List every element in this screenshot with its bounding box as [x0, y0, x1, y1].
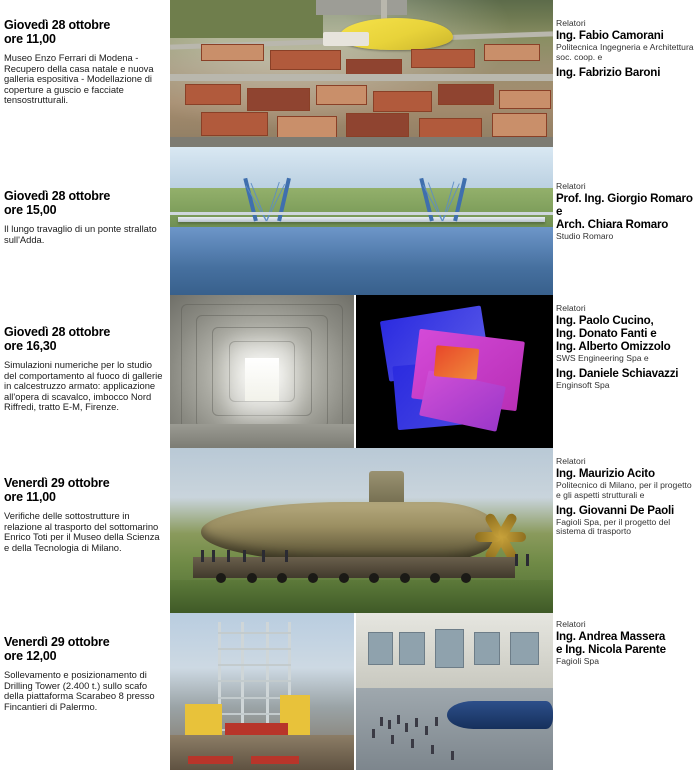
speaker-affiliation: Politecnico di Milano, per il progetto e gli aspetti strutturali e	[556, 480, 692, 500]
session-date-line2: ore 11,00	[4, 32, 56, 46]
aerial-view-museum-site	[170, 0, 553, 147]
fem-stress-plot	[356, 295, 553, 448]
submarine-enrico-toti-transport	[170, 448, 553, 613]
session-date	[4, 476, 164, 504]
speaker-name: Ing. Maurizio Acito	[556, 467, 655, 480]
row-image-area	[170, 147, 553, 295]
program-row	[0, 147, 700, 295]
row-image-area	[170, 448, 553, 613]
submarine-at-quay	[356, 613, 553, 770]
session-date	[4, 325, 164, 353]
speaker-name: Arch. Chiara Romaro	[556, 218, 669, 231]
row-right-column	[556, 18, 700, 79]
speakers-label: Relatori	[556, 18, 586, 28]
row-left-column	[0, 635, 170, 712]
speaker-name: Ing. Andrea Massera	[556, 630, 666, 643]
row-right-column	[556, 303, 700, 394]
speaker-name: Ing. Giovanni De Paoli	[556, 503, 674, 517]
program-row	[0, 0, 700, 147]
speaker-name: Ing. Fabio Camorani	[556, 29, 664, 42]
session-description: Il lungo travaglio di un ponte strallato sull'Adda.	[4, 223, 157, 245]
speaker-name: Ing. Daniele Schiavazzi	[556, 366, 679, 380]
speaker-name: Ing. Fabrizio Baroni	[556, 65, 661, 79]
speaker-name: Ing. Paolo Cucino,	[556, 314, 654, 327]
session-date	[4, 18, 164, 46]
speaker-affiliation: Politecnica Ingegneria e Architettura soc. coop. e	[556, 42, 694, 62]
session-date-line2: ore 12,00	[4, 649, 57, 663]
row-left-column	[0, 325, 170, 413]
row-left-column	[0, 189, 170, 245]
session-date-line1: Giovedì 28 ottobre	[4, 189, 111, 203]
row-left-column	[0, 18, 170, 106]
session-date-line1: Giovedì 28 ottobre	[4, 18, 111, 32]
session-description: Sollevamento e posizionamento di Drilling Tower (2.400 t.) sullo scafo della piattaforma Scarabeo 8 presso Fincantieri di Palermo.	[4, 669, 155, 712]
session-date-line1: Venerdì 29 ottobre	[4, 635, 110, 649]
session-date-line1: Giovedì 28 ottobre	[4, 325, 111, 339]
row-left-column	[0, 476, 170, 553]
session-date-line2: ore 16,30	[4, 339, 57, 353]
row-right-column	[556, 619, 700, 670]
speaker-name: Ing. Alberto Omizzolo	[556, 340, 671, 353]
session-date-line1: Venerdì 29 ottobre	[4, 476, 110, 490]
speaker-affiliation: Enginsoft Spa	[556, 379, 610, 390]
program-row	[0, 295, 700, 448]
session-date-line2: ore 11,00	[4, 490, 56, 504]
session-description: Museo Enzo Ferrari di Modena - Recupero della casa natale e nuova galleria espositiva - Modellazione di coperture a guscio e facciate tensostrutturali.	[4, 52, 154, 106]
session-date	[4, 635, 164, 663]
row-image-area	[170, 613, 553, 770]
cable-stayed-bridge-over-river	[170, 147, 553, 295]
session-description: Verifiche delle sottostrutture in relazione al trasporto del sottomarino Enrico Toti per il Museo della Scienza e della Tecnologia di Milano.	[4, 510, 160, 553]
tunnel-interior-photo	[170, 295, 354, 448]
speakers-label: Relatori	[556, 619, 586, 629]
session-description: Simulazioni numeriche per lo studio del comportamento al fuoco di gallerie in calcestruzzo armato: applicazione all'opera di scavalco, imbocco Nord Riffredi, tratto E-M, Firenze.	[4, 359, 163, 413]
speaker-name: Prof. Ing. Giorgio Romaro e	[556, 192, 693, 218]
program-row	[0, 448, 700, 613]
speaker-name: e Ing. Nicola Parente	[556, 643, 666, 656]
program-row	[0, 613, 700, 770]
speakers-label: Relatori	[556, 456, 586, 466]
session-date-line2: ore 15,00	[4, 203, 57, 217]
speaker-affiliation: Fagioli Spa, per il progetto del sistema di trasporto	[556, 516, 671, 537]
speakers-label: Relatori	[556, 181, 586, 191]
session-date	[4, 189, 164, 217]
drilling-tower-lifting	[170, 613, 354, 770]
speaker-name: Ing. Donato Fanti e	[556, 327, 657, 340]
row-image-area	[170, 295, 553, 448]
row-right-column	[556, 181, 700, 245]
speaker-affiliation: Fagioli Spa	[556, 656, 599, 666]
row-image-area	[170, 0, 553, 147]
speakers-label: Relatori	[556, 303, 586, 313]
speaker-affiliation: Studio Romaro	[556, 231, 614, 241]
speaker-affiliation: SWS Engineering Spa e	[556, 353, 649, 363]
row-right-column	[556, 456, 700, 540]
